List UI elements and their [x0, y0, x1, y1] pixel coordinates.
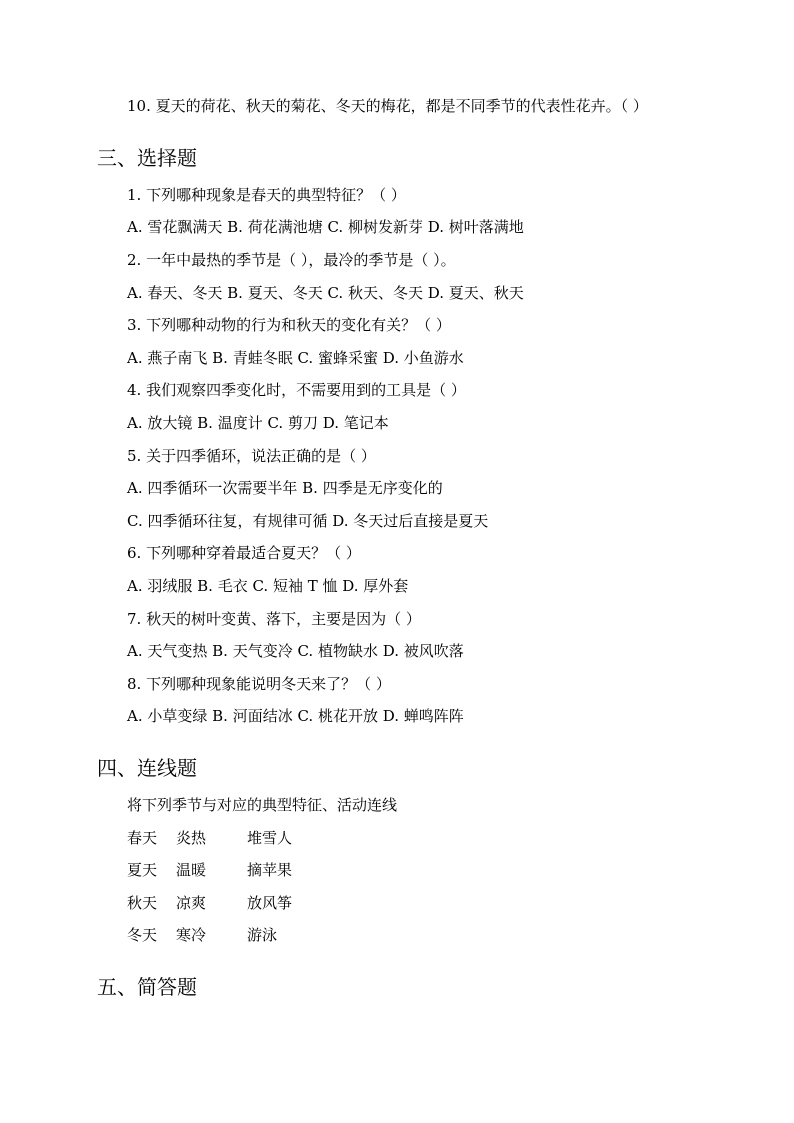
mc-options-4: A. 放大镜 B. 温度计 C. 剪刀 D. 笔记本	[127, 414, 389, 432]
match-activity: 放风筝	[247, 894, 293, 912]
question-10: 10. 夏天的荷花、秋天的菊花、冬天的梅花，都是不同季节的代表性花卉。（ ）	[127, 97, 648, 115]
match-season: 冬天	[127, 926, 158, 944]
mc-options-6: A. 羽绒服 B. 毛衣 C. 短袖 T 恤 D. 厚外套	[127, 577, 409, 595]
mc-options-5b: C. 四季循环往复，有规律可循 D. 冬天过后直接是夏天	[127, 512, 489, 530]
section-title-multiple-choice: 三、选择题	[97, 146, 197, 170]
mc-options-1: A. 雪花飘满天 B. 荷花满池塘 C. 柳树发新芽 D. 树叶落满地	[127, 218, 524, 236]
match-activity: 堆雪人	[247, 829, 293, 847]
mc-options-2: A. 春天、冬天 B. 夏天、冬天 C. 秋天、冬天 D. 夏天、秋天	[127, 284, 524, 302]
mc-question-3: 3. 下列哪种动物的行为和秋天的变化有关？（ ）	[127, 316, 451, 334]
mc-question-8: 8. 下列哪种现象能说明冬天来了？（ ）	[127, 675, 391, 693]
section-title-matching: 四、连线题	[97, 756, 197, 780]
match-activity: 摘苹果	[247, 861, 293, 879]
match-season: 秋天	[127, 894, 158, 912]
match-season: 夏天	[127, 861, 158, 879]
match-feature: 凉爽	[176, 894, 207, 912]
match-feature: 温暖	[176, 861, 207, 879]
mc-options-5a: A. 四季循环一次需要半年 B. 四季是无序变化的	[127, 479, 443, 497]
mc-options-3: A. 燕子南飞 B. 青蛙冬眠 C. 蜜蜂采蜜 D. 小鱼游水	[127, 349, 464, 367]
match-season: 春天	[127, 829, 158, 847]
mc-question-4: 4. 我们观察四季变化时，不需要用到的工具是（ ）	[127, 381, 466, 399]
mc-question-2: 2. 一年中最热的季节是（ ），最冷的季节是（ ）。	[127, 251, 456, 269]
match-feature: 寒冷	[176, 926, 207, 944]
matching-instruction: 将下列季节与对应的典型特征、活动连线	[127, 796, 398, 814]
mc-question-6: 6. 下列哪种穿着最适合夏天？（ ）	[127, 544, 361, 562]
match-activity: 游泳	[247, 926, 278, 944]
section-title-short-answer: 五、简答题	[97, 975, 197, 999]
mc-question-1: 1. 下列哪种现象是春天的典型特征？（ ）	[127, 186, 406, 204]
mc-options-7: A. 天气变热 B. 天气变冷 C. 植物缺水 D. 被风吹落	[127, 642, 464, 660]
mc-question-7: 7. 秋天的树叶变黄、落下，主要是因为（ ）	[127, 610, 421, 628]
mc-options-8: A. 小草变绿 B. 河面结冰 C. 桃花开放 D. 蝉鸣阵阵	[127, 707, 464, 725]
match-feature: 炎热	[176, 829, 207, 847]
mc-question-5: 5. 关于四季循环，说法正确的是（ ）	[127, 447, 376, 465]
